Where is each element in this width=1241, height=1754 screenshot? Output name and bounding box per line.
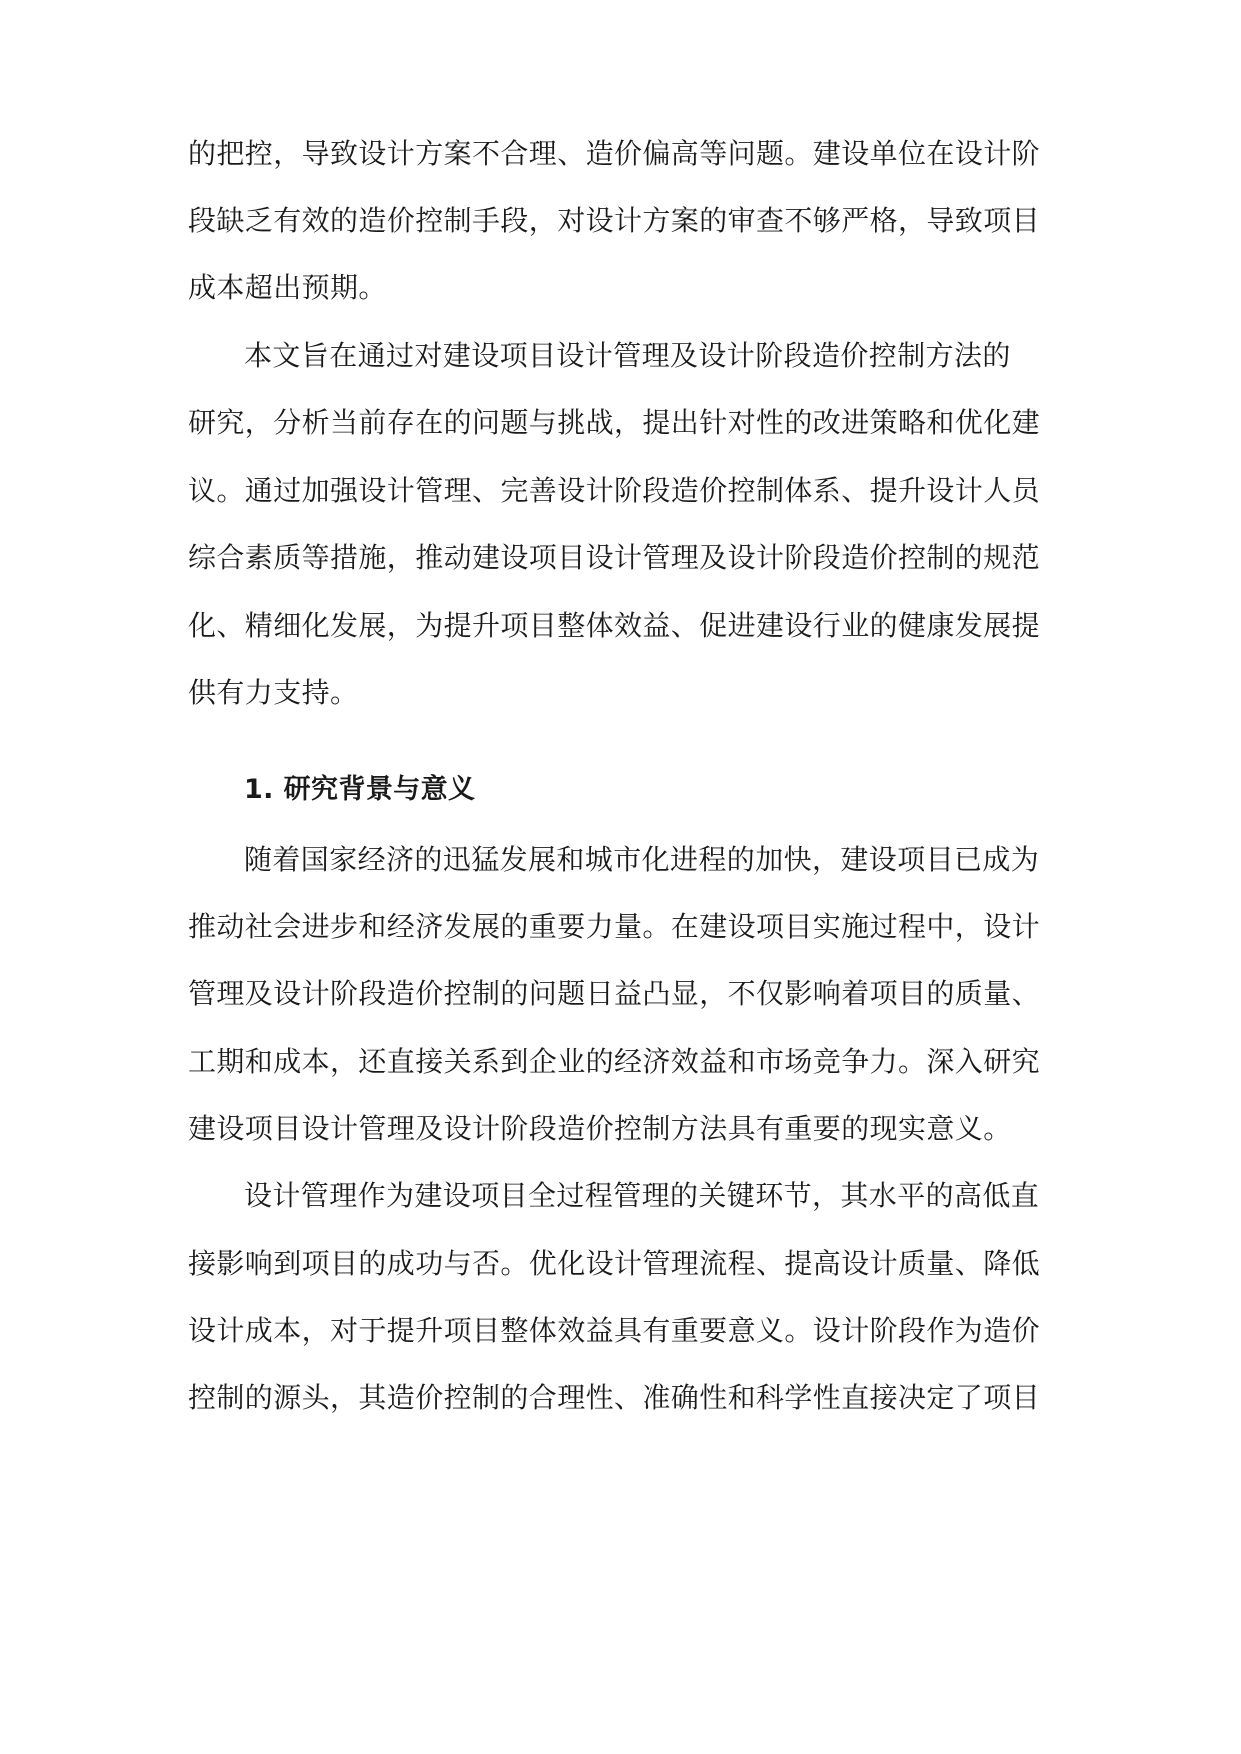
text-line: 议。通过加强设计管理、完善设计阶段造价控制体系、提升设计人员	[188, 474, 1041, 507]
text-line: 管理及设计阶段造价控制的问题日益凸显，不仅影响着项目的质量、	[188, 977, 1041, 1010]
text-line: 的把控，导致设计方案不合理、造价偏高等问题。建设单位在设计阶	[188, 137, 1041, 170]
text-line: 综合素质等措施，推动建设项目设计管理及设计阶段造价控制的规范	[188, 541, 1041, 574]
text-line: 供有力支持。	[188, 676, 359, 709]
text-line: 接影响到项目的成功与否。优化设计管理流程、提高设计质量、降低	[188, 1247, 1041, 1280]
text-line: 工期和成本，还直接关系到企业的经济效益和市场竞争力。深入研究	[188, 1045, 1041, 1078]
text-line: 设计管理作为建设项目全过程管理的关键环节，其水平的高低直	[244, 1179, 1040, 1212]
text-line: 控制的源头，其造价控制的合理性、准确性和科学性直接决定了项目	[188, 1381, 1041, 1414]
text-line: 设计成本，对于提升项目整体效益具有重要意义。设计阶段作为造价	[188, 1314, 1041, 1347]
text-line: 建设项目设计管理及设计阶段造价控制方法具有重要的现实意义。	[188, 1112, 1012, 1145]
text-line: 成本超出预期。	[188, 271, 387, 304]
text-line: 研究，分析当前存在的问题与挑战，提出针对性的改进策略和优化建	[188, 406, 1041, 439]
text-line: 化、精细化发展，为提升项目整体效益、促进建设行业的健康发展提	[188, 609, 1041, 642]
text-line: 本文旨在通过对建设项目设计管理及设计阶段造价控制方法的	[244, 339, 1011, 372]
text-line: 段缺乏有效的造价控制手段，对设计方案的审查不够严格，导致项目	[188, 204, 1041, 237]
text-line: 推动社会进步和经济发展的重要力量。在建设项目实施过程中，设计	[188, 910, 1041, 943]
section-heading: 1. 研究背景与意义	[244, 774, 476, 805]
text-line: 随着国家经济的迅猛发展和城市化进程的加快，建设项目已成为	[244, 843, 1040, 876]
